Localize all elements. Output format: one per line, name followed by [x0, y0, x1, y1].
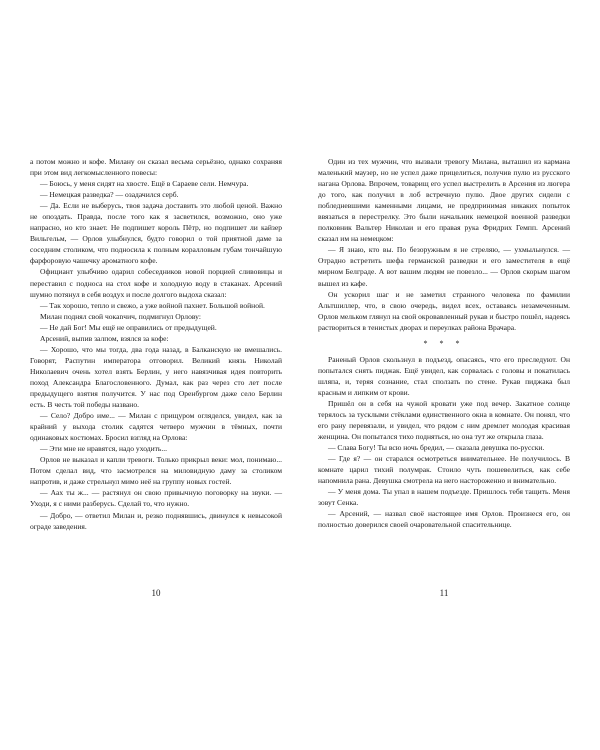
paragraph: Пришёл он в себя на чужой кровати уже под вечер. Закатное солнце терялось за тусклыми стёклами единственного окна в комнате. Он понял, что его рану перевязали, и увидел, что рядом с ним дремлет молодая красивая женщина. Он попытался тихо подняться, но она тут же открыла глаза.: [318, 398, 570, 442]
paragraph: Арсений, выпив залпом, взялся за кофе:: [40, 333, 169, 343]
section-separator: * * *: [423, 338, 465, 348]
paragraph: — Слава Богу! Ты всю ночь бредил, — сказала девушка по-русски.: [328, 443, 545, 453]
paragraph: — Эти мне не нравятся, надо уходить...: [40, 444, 168, 454]
paragraph: — У меня дома. Ты упал в нашем подъезде. Пришлось тебя тащить. Меня зовут Сенка.: [318, 487, 570, 508]
paragraph: — Так хорошо, тепло и свежо, а уже войной пахнет. Большой войной.: [40, 300, 265, 310]
paragraph: — Хорошо, что мы тогда, два года назад, в Балканскую не вмешались. Говорят, Распутин императора отговорил. Великий князь Николай Николаевич очень хотел взять Берлин, у него навязчивая идея повторить поход Александра Благословенного. Думал, как раз через сто лет после предыдущего взятия получится. У нас под Оренбургом даже село Берлин есть. В честь той победы названо.: [30, 344, 282, 410]
paragraph: Один из тех мужчин, что вызвали тревогу Милана, выташил из кармана маленький маузер, но не успел даже прицелиться, получив пулю из русского нагана Орлова. Впрочем, товарищ его успел выстрелить в Арсения из люгера до того, как получил в лоб встречную пулю. Двое других сидели с побледневшими каменными лицами, не предпринимая никаких попыток ввязаться в перестрелку. Это были начальник немецкой военной разведки полковник Вальтер Николаи и его правая рука Фридрих Гемпп. Арсений сказал им на немецком:: [318, 157, 570, 244]
page-number-right: 11: [439, 588, 449, 598]
page-number-left: 10: [151, 588, 161, 598]
paragraph: а потом можно и кофе. Милану он сказал весьма серьёзно, однако сохраняя при этом вид легкомысленного повесы:: [30, 157, 282, 178]
paragraph: — Добро, — ответил Милан и, резко поднявшись, двинулся к невысокой ограде заведения.: [30, 510, 282, 531]
paragraph: — Боюсь, у меня сидят на хвосте. Ещё в Сараеве сели. Немчура.: [40, 179, 249, 189]
paragraph: Он ускорил шаг и не заметил странного человека по фамилии Альтшиллер, что, в свою очередь, видел всех, оставаясь незамеченным. Орлов мельком глянул на свой окровавленный рукав и быстро пошёл, надеясь раствориться в тенистых дворах и переулках района Врачара.: [318, 289, 570, 332]
paragraph: — Где я? — он старался осмотреться внимательнее. Не получилось. В комнате царил тихий полумрак. Стоило чуть пошевелиться, как себе напомнила рана. Девушка смотрела на него настороженно и внимательно.: [318, 454, 570, 486]
paragraph: Официант улыбчиво одарил собеседников новой порцией сливовицы и переставил с подноса на стол кофе и холодную воду в стаканах. Арсений шумно потянул в себя воздух и после долгого выдоха сказал:: [30, 267, 282, 299]
paragraph: — Я знаю, кто вы. По безоружным я не стреляю, — ухмыльнулся. — Отрадно встретить шефа германской разведки и его заместителя в ещё мирном Белграде. А вот вашим людям не повезло... — Орлов скорым шагом вышел из кафе.: [318, 245, 570, 288]
paragraph: Милан поднял свой чокanчич, подмигнул Орлову:: [40, 311, 201, 321]
paragraph: — Село? Добро име... — Милан с прищуром огляделся, увидел, как за крайний у выхода столик садятся четверо мужчин в тёмных, почти одинаковых костюмах. Бросил взгляд на Орлова:: [30, 411, 282, 443]
paragraph: — Не дай Бог! Мы ещё не оправились от предыдущей.: [40, 322, 217, 332]
left-page: [30, 156, 282, 626]
paragraph: — Да. Если не выберусь, твоя задача доставить это любой ценой. Важно не опоздать. Правда, после того как я засветился, возможно, оно уже напрасно, но кто знает. Не подпишет король Пётр, но подпишет ли кайзер Вильгельм, — Орлов улыбнулся, будто говорил о той приятной даме за соседним столиком, что подносила к полным коралловым губам тончайшую фарфоровую чашечку ароматного кофе.: [30, 201, 282, 266]
right-page: [318, 156, 570, 626]
paragraph: — Немецкая разведка? — озадачился серб.: [40, 190, 179, 200]
paragraph: Раненый Орлов скользнул в подъезд, опасаясь, что его преследуют. Он попытался снять пиджак. Ещё увидел, как сорвалась с головы и покатилась шляпа, и, теряя сознание, стал сползать по стене. Рукав пиджака был красным и липким от крови.: [318, 354, 570, 397]
paragraph: — Арсений, — назвал своё настоящее имя Орлов. Произнеся его, он полностью доверился своей очаровательной спасительнице.: [318, 509, 570, 530]
paragraph: — Аах ты ж... — растянул он свою привычную поговорку на звуки. — Уходи, я с ними разберусь. Сделай то, что нужно.: [30, 488, 282, 509]
paragraph: Орлов не выказал и капли тревоги. Только прикрыл веки: мол, понимаю... Потом сделал вид, что засмотрелся на миловидную даму за столиком напротив, и даже стрельнул мимо неё на группу новых гостей.: [30, 455, 282, 487]
